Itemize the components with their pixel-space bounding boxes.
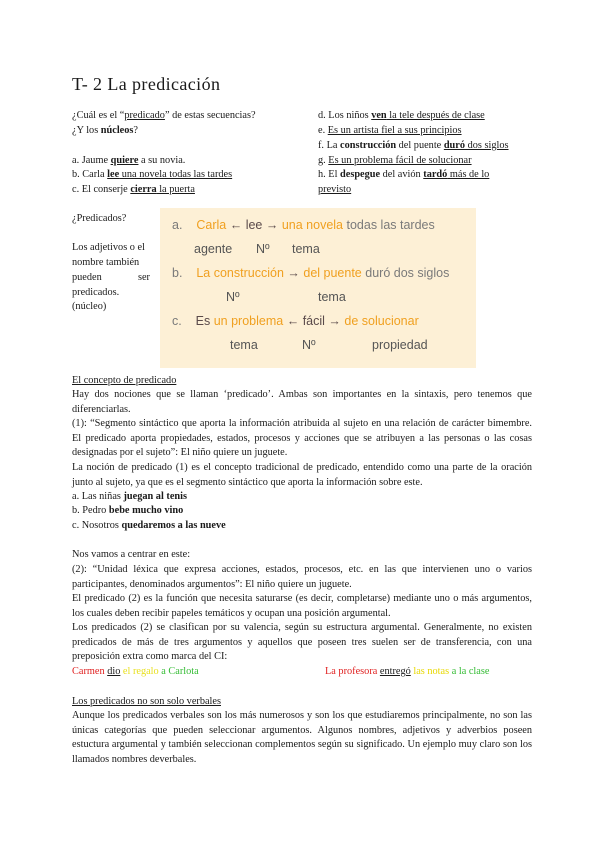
side-line-5: (núcleo): [72, 301, 107, 312]
arrow-left-icon: ←: [229, 218, 243, 232]
example-d-pre: d. Los niños: [318, 110, 372, 121]
fig-c-facil: fácil: [302, 314, 325, 328]
example-f-mid: del puente: [396, 140, 444, 151]
focus-example-2: [325, 665, 489, 680]
example-b-pre: b. Carla: [72, 169, 108, 180]
example-a: [72, 154, 185, 169]
fig-c-role-tema: tema: [230, 338, 258, 352]
example-b-verb: lee: [107, 169, 120, 180]
q1-underlined: predicado: [124, 110, 165, 121]
concept-p3: La noción de predicado (1) es el concepto tradicional de predicado, entendido como una parte de la oración junto al sujeto, ya que es el segmento sintáctico que aporta la información sobre este.: [72, 462, 532, 488]
fig-b-puente: del puente: [303, 266, 362, 280]
concept-ex-c-pre: c. Nosotros: [72, 520, 122, 531]
fig-a-tardes: todas las tardes: [346, 218, 435, 232]
focus-p4: Los predicados (2) se clasifican por su valencia, según su estructura argumental. Generalmente, no existen predicados de más de tres argumentos y aquellos que poseen tres suelen ser de transferencia, con una preposición extra como marca del CI:: [72, 622, 532, 663]
side-line-3b: ser: [137, 272, 150, 283]
figure-row-c: [172, 314, 419, 328]
ex2-object: las notas: [410, 666, 450, 677]
example-g-rest: Es un problema fácil de solucionar: [328, 155, 472, 166]
example-b: [72, 168, 232, 183]
question-nucleos: [72, 124, 138, 139]
arrow-right-icon: →: [328, 314, 341, 328]
example-e-pre: e.: [318, 125, 328, 136]
focus-p2: (2): “Unidad léxica que expresa acciones, estados, procesos, etc. en las que intervienen uno o varios participantes, denominados argumentos”: El niño quiere un juguete.: [72, 564, 532, 590]
example-c-pre: c. El conserje: [72, 184, 131, 195]
question-predicado: [72, 109, 256, 124]
example-b-rest: una novela todas las tardes: [119, 169, 233, 180]
example-c-rest: la puerta: [156, 184, 195, 195]
figure-row-a: [172, 218, 435, 232]
ex2-verb: entregó: [379, 666, 411, 677]
concept-example-a: [72, 490, 187, 505]
figure-row-b: [172, 266, 449, 280]
example-h-rest: más de lo: [447, 169, 490, 180]
example-f: [318, 139, 509, 154]
fig-b-duro: duró dos siglos: [365, 266, 450, 280]
example-a-verb: quiere: [110, 155, 139, 166]
side-line-3: [72, 271, 150, 286]
fig-a-role-n: Nº: [256, 242, 270, 256]
verbal-heading-text: Los predicados no son solo verbales: [72, 696, 221, 707]
arrow-left-icon: ←: [286, 314, 300, 328]
concept-example-b: [72, 504, 183, 519]
example-f-rest: dos siglos: [465, 140, 509, 151]
fig-a-novela: una novela: [281, 218, 344, 232]
side-line-1: Los adjetivos o el: [72, 242, 145, 253]
fig-b-role-tema: tema: [318, 290, 346, 304]
example-g: [318, 154, 472, 169]
concept-heading: [72, 374, 176, 389]
ex1-object: el regalo: [120, 666, 159, 677]
example-h-verb: tardó: [423, 169, 448, 180]
ex1-indirect: a Carlota: [158, 666, 199, 677]
fig-b-construccion: La construcción: [196, 266, 284, 280]
concept-p2: (1): “Segmento sintáctico que aporta la información atribuida al sujeto en una relación de carácter bimembre. El predicado aporta propiedades, estados, procesos y acciones que se atribuyen a las personas o las cosas designadas por el sujeto”: El niño quiere un juguete.: [72, 418, 532, 459]
example-e: [318, 124, 462, 139]
example-a-rest: a su novia.: [138, 155, 186, 166]
concept-p1: Hay dos nociones que se llaman ‘predicado’. Ambas son importantes en la sintaxis, pero tenemos que diferenciarlas.: [72, 389, 532, 415]
fig-a-role-agente: agente: [194, 242, 233, 256]
ex2-indirect: a la clase: [449, 666, 490, 677]
fig-c-problema: un problema: [213, 314, 284, 328]
verbal-heading: [72, 695, 221, 710]
example-c-verb: cierra: [130, 184, 157, 195]
argument-structure-figure: [160, 208, 476, 368]
ex1-subject: Carmen: [72, 666, 105, 677]
q2-end: ?: [133, 125, 138, 136]
side-line-4: predicados.: [72, 287, 120, 298]
example-d: [318, 109, 485, 124]
concept-ex-c-bold: quedaremos a las nueve: [121, 520, 226, 531]
page-title: T- 2 La predicación: [72, 74, 221, 94]
fig-c-role-propiedad: propiedad: [372, 338, 428, 352]
fig-c-es: Es: [195, 314, 211, 328]
example-e-rest: Es un artista fiel a sus principios: [327, 125, 462, 136]
fig-b-role-n: Nº: [226, 290, 240, 304]
focus-p3: El predicado (2) es la función que necesita saturarse (es decir, completarse) mediante uno o más argumentos, los cuales deben recibir papeles temáticos y ocupan una posición argumental.: [72, 593, 532, 619]
ex1-verb: dio: [107, 666, 121, 677]
example-c: [72, 183, 195, 198]
side-line-2: nombre también: [72, 257, 140, 268]
example-f-verb: duró: [443, 140, 466, 151]
example-d-rest: la tele después de clase: [386, 110, 485, 121]
example-a-pre: a. Jaume: [72, 155, 111, 166]
concept-ex-a-bold: juegan al tenis: [123, 491, 187, 502]
concept-heading-text: El concepto de predicado: [72, 375, 177, 386]
example-d-verb: ven: [371, 110, 387, 121]
ex2-subject: La profesora: [325, 666, 378, 677]
q2-text: ¿Y los: [72, 125, 101, 136]
fig-c-role-n: Nº: [302, 338, 316, 352]
example-h-bold1: despegue: [340, 169, 381, 180]
fig-a-carla: Carla: [196, 218, 227, 232]
fig-a-role-tema: tema: [292, 242, 320, 256]
q1-text-end: ” de estas secuencias?: [164, 110, 256, 121]
q1-text: ¿Cuál es el “: [72, 110, 125, 121]
concept-ex-b-bold: bebe mucho vino: [108, 505, 184, 516]
side-question: ¿Predicados?: [72, 213, 127, 224]
fig-c-solucionar: de solucionar: [344, 314, 419, 328]
example-h-rest2: previsto: [318, 184, 352, 195]
side-line-3a: pueden: [72, 272, 102, 283]
example-f-bold1: construcción: [340, 140, 397, 151]
fig-a-lee: lee: [245, 218, 263, 232]
example-h-cont: [318, 183, 351, 198]
example-f-pre: f. La: [318, 140, 341, 151]
concept-ex-b-pre: b. Pedro: [72, 505, 109, 516]
fig-b-label: b.: [172, 266, 183, 280]
arrow-right-icon: →: [287, 266, 300, 280]
q2-bold: núcleos: [100, 125, 134, 136]
example-h-pre: h. El: [318, 169, 341, 180]
arrow-right-icon: →: [265, 218, 279, 232]
focus-p1: Nos vamos a centrar en este:: [72, 549, 191, 560]
fig-c-label: c.: [172, 314, 182, 328]
verbal-p1: Aunque los predicados verbales son los más numerosos y son los que estudiaremos principalmente, no son las únicas categorías que pueden seleccionar argumentos. Algunos nombres, adjetivos y adverbios poseen estuctura argumental y también seleccionan complementos según su significado. Un ejemplo muy claro son los llamados nombres deverbales.: [72, 710, 532, 765]
concept-ex-a-pre: a. Las niñas: [72, 491, 124, 502]
example-h: [318, 168, 489, 183]
concept-example-c: [72, 519, 226, 534]
fig-a-label: a.: [172, 218, 183, 232]
example-h-mid: del avión: [380, 169, 424, 180]
focus-example-1: [72, 665, 199, 680]
example-g-pre: g.: [318, 155, 329, 166]
